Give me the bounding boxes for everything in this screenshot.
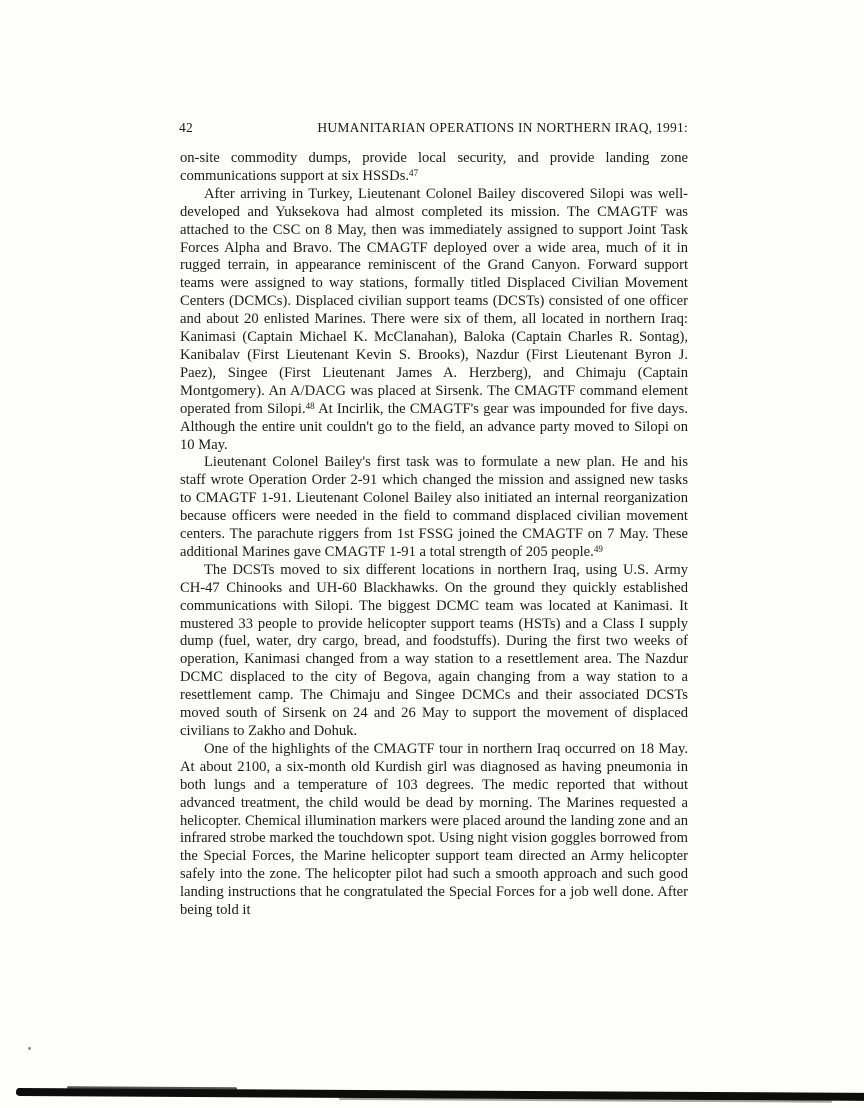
paragraph: Lieutenant Colonel Bailey's first task was to formulate a new plan. He and his staff wrote Operation Order 2-91 which changed the mission and assigned new tasks to CMAGTF 1-91. Lieutenant Colonel Bailey also initiated an internal reorganization because officers were needed in the field to command displaced civilian movement centers. The parachute riggers from 1st FSSG joined the CMAGTF on 7 May. These additional Marines gave CMAGTF 1-91 a total strength of 205 people.$^{49}$ — [180, 454, 688, 560]
paragraph: One of the highlights of the CMAGTF tour in northern Iraq occurred on 18 May. At about 2100, a six-month old Kurdish girl was diagnosed as having pneumonia in both lungs and a temperature of 103 degrees. The medic reported that without advanced treatment, the child would be dead by morning. The Marines requested a helicopter. Chemical illumination markers were placed around the landing zone and an infrared strobe marked the touchdown spot. Using night vision goggles borrowed from the Special Forces, the Marine helicopter support team directed an Army helicopter safely into the zone. The helicopter pilot had such a smooth approach and such good landing instructions that he congratulated the Special Forces for a job well done. After being told it — [180, 740, 688, 919]
paragraph: on-site commodity dumps, provide local security, and provide landing zone communications support at six HSSDs.$^{47}$ — [180, 150, 688, 184]
page-body — [180, 150, 688, 920]
paragraph: After arriving in Turkey, Lieutenant Colonel Bailey discovered Silopi was well-developed and Yuksekova had almost completed its mission. The CMAGTF was attached to the CSC on 8 May, then was immediately assigned to support Joint Task Forces Alpha and Bravo. The CMAGTF deployed over a wide area, much of it in rugged terrain, in appearance reminiscent of the Grand Canyon. Forward support teams were assigned to way stations, formally titled Displaced Civilian Movement Centers (DCMCs). Displaced civilian support teams (DCSTs) consisted of one officer and about 20 enlisted Marines. There were six of them, all located in northern Iraq: Kanimasi (Captain Michael K. McClanahan), Baloka (Captain Charles R. Sontag), Kanibalav (First Lieutenant Kevin S. Brooks), Nazdur (First Lieutenant Byron J. Paez), Singee (First Lieutenant James A. Herzberg), and Chimaju (Captain Montgomery). An A/DACG was placed at Sirsenk. The CMAGTF command element operated from Silopi.$^{48}$ At Incirlik, the CMAGTF's gear was impounded for five days. Although the entire unit couldn't go to the field, an advance party moved to Silopi on 10 May. — [180, 185, 688, 453]
footnote-reference: 48 — [305, 400, 315, 411]
page-number: 42 — [179, 120, 193, 135]
scan-edge-artifact-bar — [16, 1088, 864, 1101]
scan-speck — [28, 1047, 31, 1050]
footnote-reference: 47 — [409, 167, 419, 178]
footnote-reference: 49 — [593, 543, 603, 554]
running-header — [179, 120, 688, 136]
paragraph: The DCSTs moved to six different locations in northern Iraq, using U.S. Army CH-47 Chinooks and UH-60 Blackhawks. On the ground they quickly established communications with Silopi. The biggest DCMC team was located at Kanimasi. It mustered 33 people to provide helicopter support teams (HSTs) and a Class I supply dump (fuel, water, dry cargo, bread, and foodstuffs). During the first two weeks of operation, Kanimasi changed from a way station to a resettlement area. The Nazdur DCMC displaced to the city of Begova, again changing from a way station to a resettlement camp. The Chimaju and Singee DCMCs and their associated DCSTs moved south of Sirsenk on 24 and 26 May to support the movement of displaced civilians to Zakho and Dohuk. — [180, 561, 688, 739]
running-title: HUMANITARIAN OPERATIONS IN NORTHERN IRAQ, 1991: — [317, 120, 688, 135]
